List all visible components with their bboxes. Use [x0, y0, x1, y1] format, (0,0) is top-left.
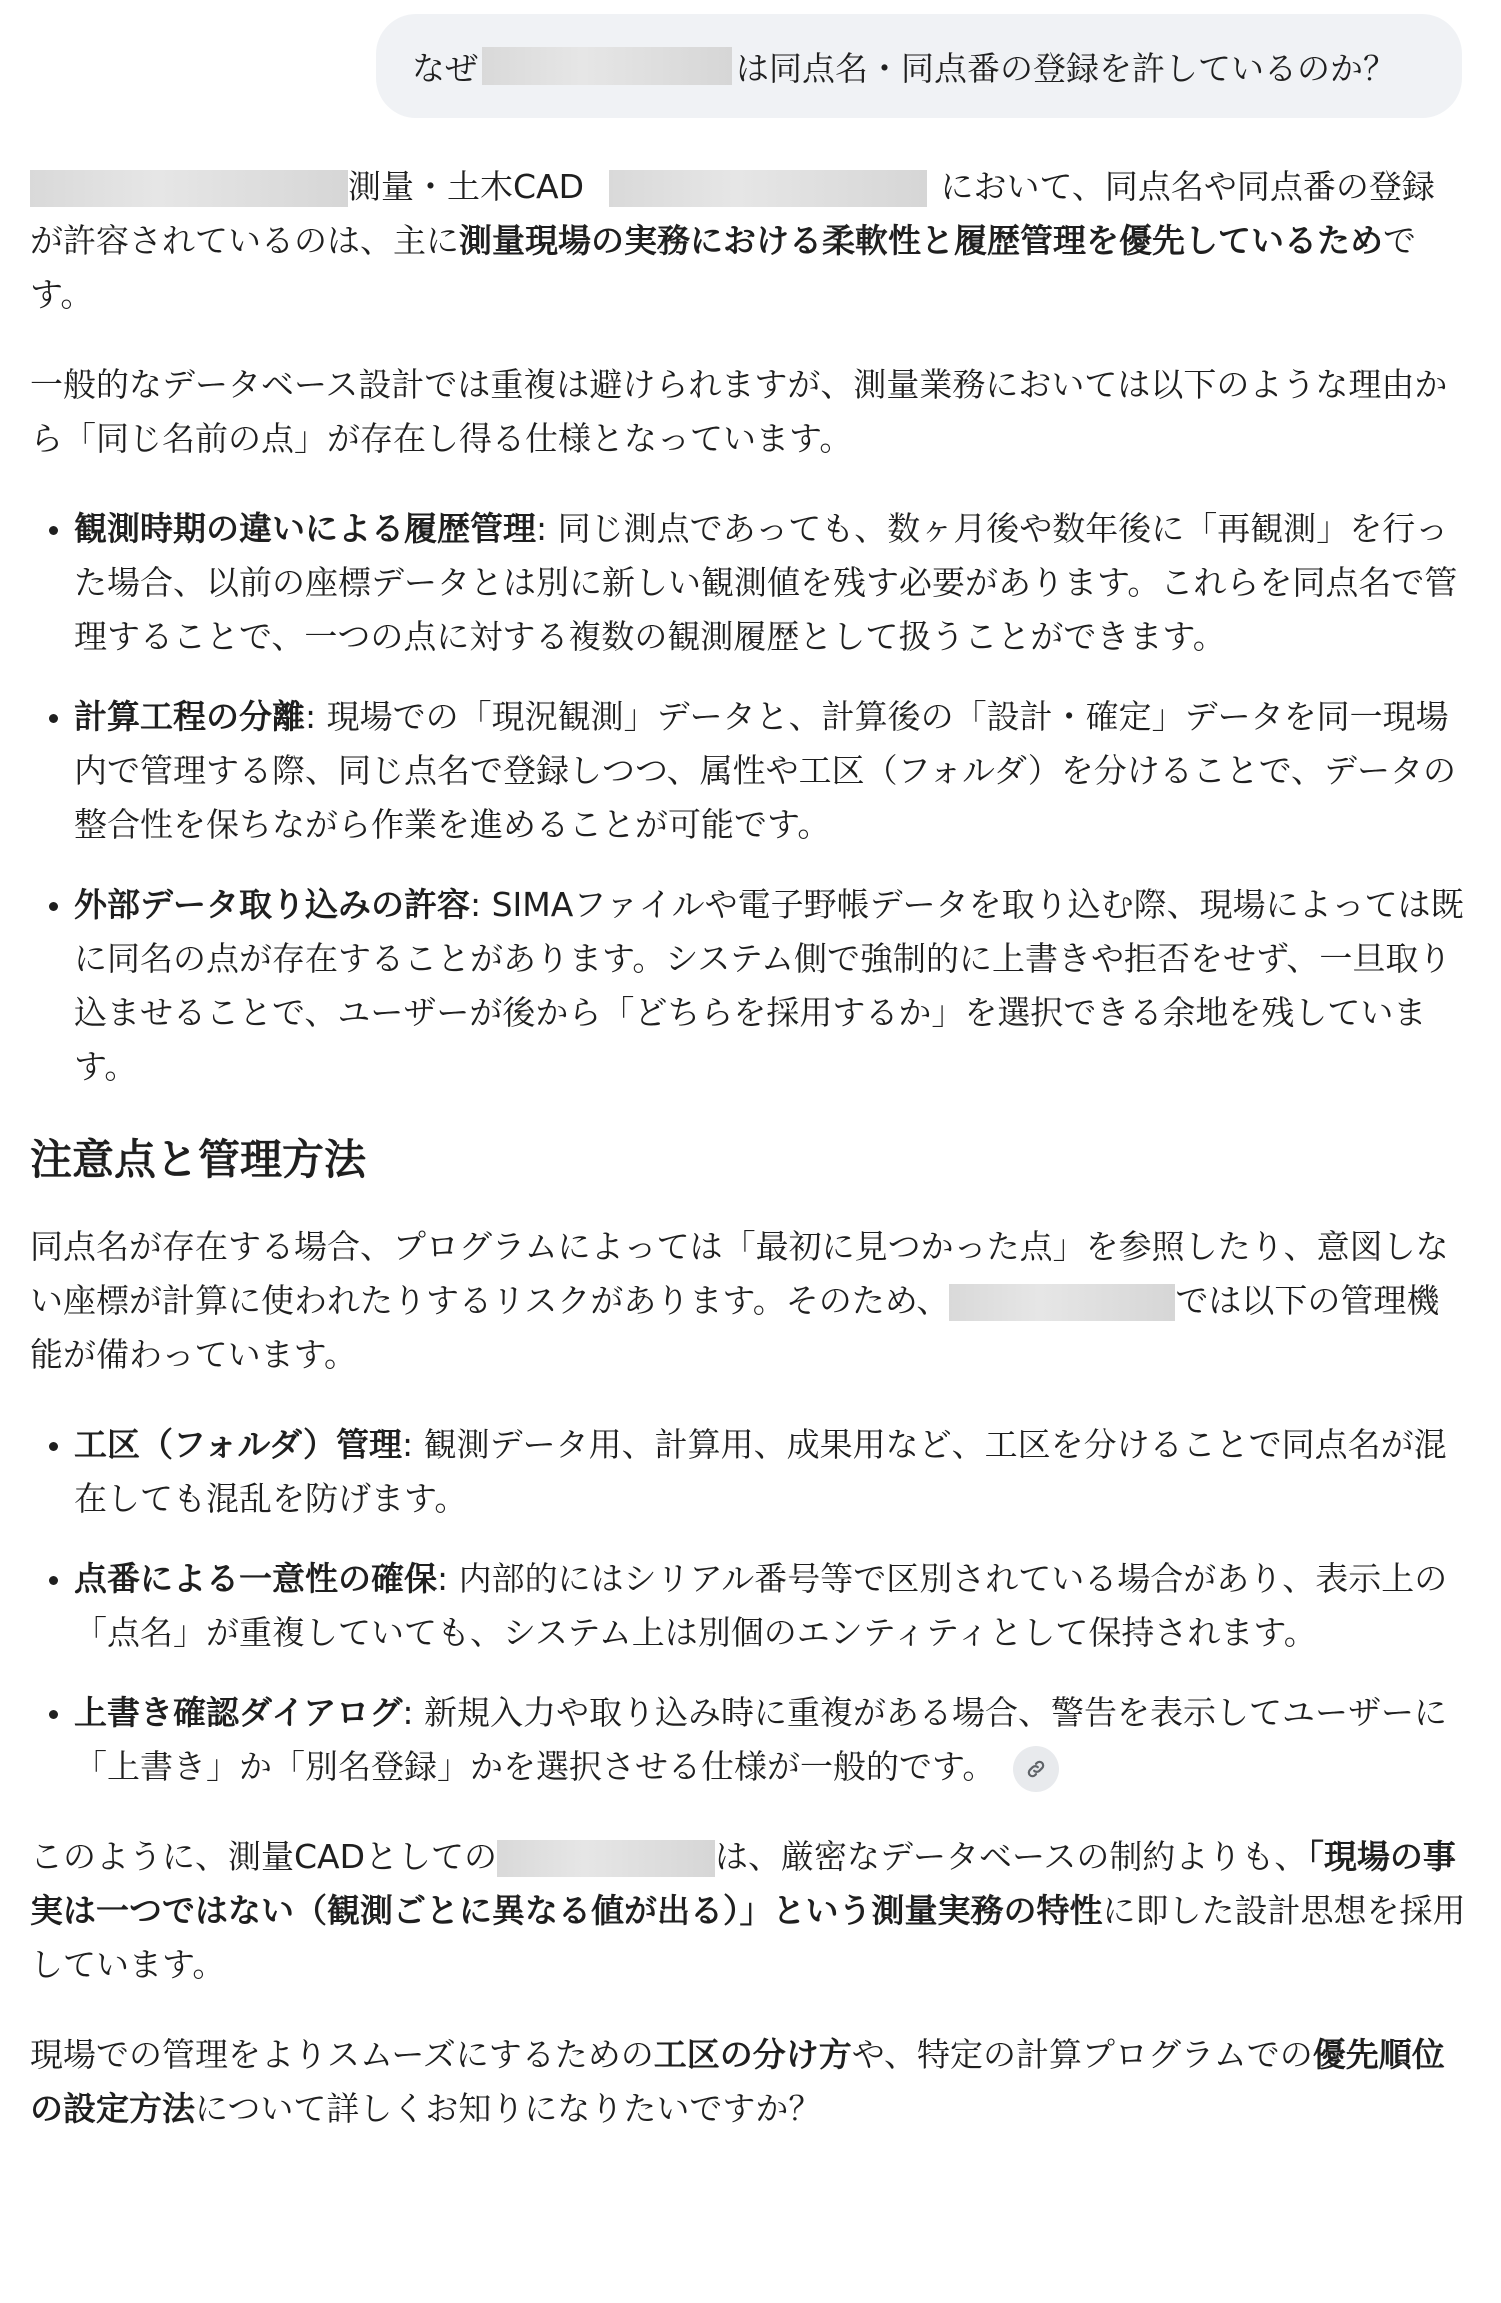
user-query-suffix: は同点名・同点番の登録を許しているのか？ — [736, 48, 1396, 88]
list-item — [74, 1686, 1466, 1794]
caution-text-2: では以下の管理機能が備わっています。 — [30, 1281, 1440, 1374]
list-item-body: : 内部的にはシリアル番号等で区別されている場合があり、表示上の「点名」が重複していても、システム上は別個のエンティティとして保持されます。 — [74, 1559, 1448, 1652]
user-query-bubble — [376, 14, 1462, 118]
list-item-body: : 観測データ用、計算用、成果用など、工区を分けることで同点名が混在しても混乱を防げます。 — [74, 1425, 1447, 1518]
redacted-product-name — [609, 170, 927, 208]
intro-paragraph — [30, 160, 1466, 322]
list-item-title: 上書き確認ダイアログ — [74, 1693, 403, 1732]
conclusion-emphasis: 「現場の事実は一つではない（観測ごとに異なる値が出る）」という測量実務の特性 — [30, 1837, 1456, 1930]
redacted-vendor-name — [30, 170, 348, 208]
list-item-title: 工区（フォルダ）管理 — [74, 1425, 403, 1464]
redacted-product-name — [497, 1840, 715, 1878]
followup-paragraph — [30, 2028, 1466, 2136]
redacted-product-name — [949, 1284, 1175, 1322]
list-item-body: : SIMAファイルや電子野帳データを取り込む際、現場によっては既に同名の点が存在することがあります。システム側で強制的に上書きや拒否をせず、一旦取り込ませることで、ユーザーが後から「どちらを採用するか」を選択できる余地を残しています。 — [74, 885, 1464, 1086]
section-heading: 注意点と管理方法 — [30, 1135, 367, 1184]
caution-text-1: 同点名が存在する場合、プログラムによっては「最初に見つかった点」を参照したり、意図しない座標が計算に使われたりするリスクがあります。そのため、 — [30, 1227, 1449, 1320]
assistant-response — [30, 160, 1466, 2172]
conclusion-paragraph — [30, 1830, 1466, 1992]
redacted-product-name — [482, 47, 732, 85]
conclusion-text-2: は、厳密なデータベースの制約よりも、 — [715, 1837, 1308, 1876]
list-item-title: 外部データ取り込みの許容 — [74, 885, 470, 924]
context-paragraph: 一般的なデータベース設計では重複は避けられますが、測量業務においては以下のような理由から「同じ名前の点」が存在し得る仕様となっています。 — [30, 365, 1448, 458]
intro-text-1: 測量・土木CAD — [348, 167, 585, 206]
list-item — [74, 878, 1466, 1094]
list-item-title: 計算工程の分離 — [74, 697, 305, 736]
followup-text-3: や、特定の計算プログラムでの — [851, 2035, 1313, 2074]
list-item-body: : 現場での「現況観測」データと、計算後の「設計・確定」データを同一現場内で管理する際、同じ点名で登録しつつ、属性や工区（フォルダ）を分けることで、データの整合性を保ちながら作業を進めることが可能です。 — [74, 697, 1457, 844]
caution-paragraph — [30, 1220, 1466, 1382]
conclusion-text-1: このように、測量CADとしての — [30, 1837, 498, 1876]
conclusion-text-4: に即した設計思想を採用しています。 — [30, 1891, 1466, 1984]
followup-text-1: 現場での管理をよりスムーズにするための — [30, 2035, 654, 2074]
list-item-title: 点番による一意性の確保 — [74, 1559, 437, 1598]
list-item — [74, 1418, 1466, 1526]
list-item — [74, 1552, 1466, 1660]
reasons-list — [30, 502, 1466, 1094]
list-item — [74, 690, 1466, 852]
features-list — [30, 1418, 1466, 1794]
intro-text-4: です。 — [30, 221, 1416, 314]
list-item-body: : 同じ測点であっても、数ヶ月後や数年後に「再観測」を行った場合、以前の座標データとは別に新しい観測値を残す必要があります。これらを同点名で管理することで、一つの点に対する複数の観測履歴として扱うことができます。 — [74, 509, 1458, 656]
followup-emphasis-2: 優先順位の設定方法 — [30, 2035, 1445, 2128]
followup-text-5: について詳しくお知りになりたいですか？ — [195, 2089, 822, 2128]
link-icon[interactable] — [1013, 1746, 1059, 1792]
followup-emphasis-1: 工区の分け方 — [653, 2035, 852, 2074]
list-item-body: : 新規入力や取り込み時に重複がある場合、警告を表示してユーザーに「上書き」か「別名登録」かを選択させる仕様が一般的です。 — [74, 1693, 1447, 1786]
intro-emphasis: 測量現場の実務における柔軟性と履歴管理を優先しているため — [459, 221, 1383, 260]
list-item-title: 観測時期の違いによる履歴管理 — [74, 509, 536, 548]
intro-text-2: において、同点名や同点番の登録が許容されているのは、主に — [30, 167, 1435, 260]
list-item — [74, 502, 1466, 664]
user-query-prefix: なぜ — [412, 48, 478, 88]
